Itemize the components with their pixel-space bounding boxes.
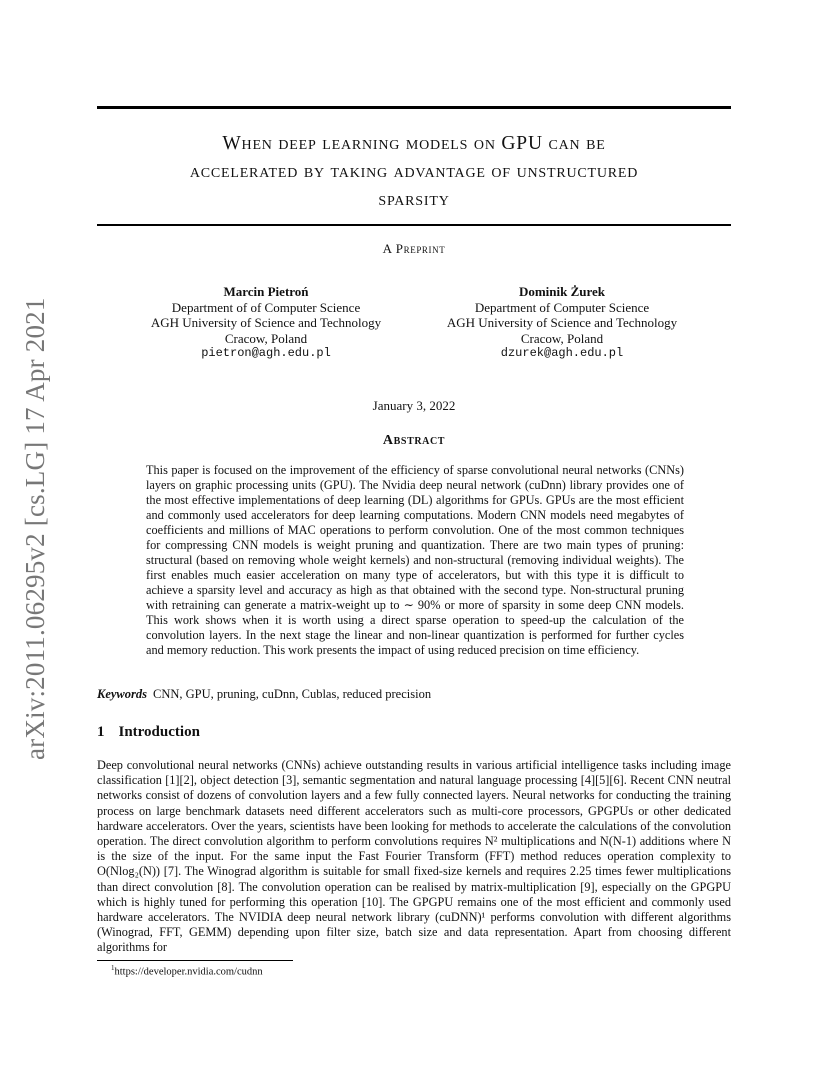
author-city: Cracow, Poland (224, 330, 308, 346)
author-email[interactable]: pietron@agh.edu.pl (201, 346, 331, 360)
title-top-rule (97, 106, 731, 109)
footnote-url[interactable]: https://developer.nvidia.com/cudnn (114, 966, 263, 978)
author-university: AGH University of Science and Technology (150, 315, 382, 330)
author-email[interactable]: dzurek@agh.edu.pl (500, 346, 624, 360)
introduction-paragraph: Deep convolutional neural networks (CNNs) achieve outstanding results in various artificial intelligence tasks including image classification [1][2], object detection [3], semantic segmentation and natural language processing [4][5][6]. Recent CNN neutral networks consist of dozens of convolution layers and a few fully connected layers. Neural networks for conducting the training process on large benchmark datasets need different accelerators such as multi-core processors, GPGPUs or other dedicated hardware accelerators. Over the years, scientists have been looking for methods to accelerate the calculations of the convolution operation. The direct convolution algorithm to perform convolutions requires N² multiplications and N(N-1) additions where N is the size of the input. For the same input the Fast Fourier Transform (FFT) method reduces operation complexity to O(Nlog₂(N)) [7]. The Winograd algorithm is suitable for small fixed-size kernels and requires 2.25 times fewer multiplications than direct convolution [8]. The convolution operation can be realised by matrix-multiplication [9], especially on the GPGPU which is highly tuned for performing this operation [10]. The GPGPU remains one of the most efficient and commonly used hardware accelerators. The NVIDIA deep neural network library (cuDNN)¹ performs convolution with different algorithms (Winograd, FFT, GEMM) depending upon filter size, batch size and data representation. Apart from choosing different algorithms for (97, 758, 731, 955)
author-block (432, 284, 692, 362)
author-name: Marcin Pietroń (223, 284, 309, 299)
footnote-rule (97, 960, 293, 961)
section-title: Introduction (118, 724, 200, 740)
title-bottom-rule (97, 224, 731, 226)
abstract-text: This paper is focused on the improvement of the efficiency of sparse convolutional neural networks (CNNs) layers on graphic processing units (GPU). The Nvidia deep neural network (cuDnn) library provides one of the most effective implementations of deep learning (DL) algorithms for GPUs. GPUs are the most efficient and commonly used accelerators for deep learning computations. Modern CNN models need megabytes of coefficients and millions of MAC operations to perform convolution. One of the most common techniques for compressing CNN models is weight pruning and quantization. There are two main types of pruning: structural (based on removing whole weight kernels) and non-structural (removing individual weights). The first enables much easier acceleration on many type of accelerators, but with this type it is difficult to achieve a sparsity level and accuracy as high as that obtained with the second type. Non-structural pruning with retraining can generate a matrix-weight up to ∼ 90% or more of sparsity in some deep CNN models. This work shows when it is worth using a direct sparse operation to speed-up the calculation of the convolution layers. In the next stage the linear and non-linear quantization is performed for further cycles and memory reduction. This work presents the impact of using reduced precision on time efficiency. (146, 463, 684, 657)
title-line: When deep learning models on GPU can be (222, 133, 606, 154)
author-department: Department of Computer Science (474, 299, 650, 315)
preprint-label: A Preprint (382, 241, 446, 256)
title-line: sparsity (378, 189, 450, 210)
author-university: AGH University of Science and Technology (446, 315, 678, 330)
author-department: Department of of Computer Science (171, 299, 361, 315)
author-block (136, 284, 396, 362)
arxiv-identifier: arXiv:2011.06295v2 [cs.LG] 17 Apr 2021 (20, 297, 50, 760)
publication-date: January 3, 2022 (372, 398, 456, 413)
footnote (111, 964, 263, 978)
section-number: 1 (97, 724, 105, 740)
keywords-list: CNN, GPU, pruning, cuDnn, Cublas, reduced precision (153, 687, 432, 701)
section-heading (97, 724, 200, 741)
keywords-line (97, 687, 731, 702)
paper-title (97, 130, 731, 214)
abstract-heading: Abstract (382, 433, 446, 448)
footnote-mark: 1 (111, 964, 115, 972)
title-line: accelerated by taking advantage of unstructured (189, 161, 639, 182)
author-city: Cracow, Poland (520, 330, 604, 346)
keywords-label: Keywords (97, 687, 147, 701)
author-name: Dominik Żurek (518, 284, 606, 299)
